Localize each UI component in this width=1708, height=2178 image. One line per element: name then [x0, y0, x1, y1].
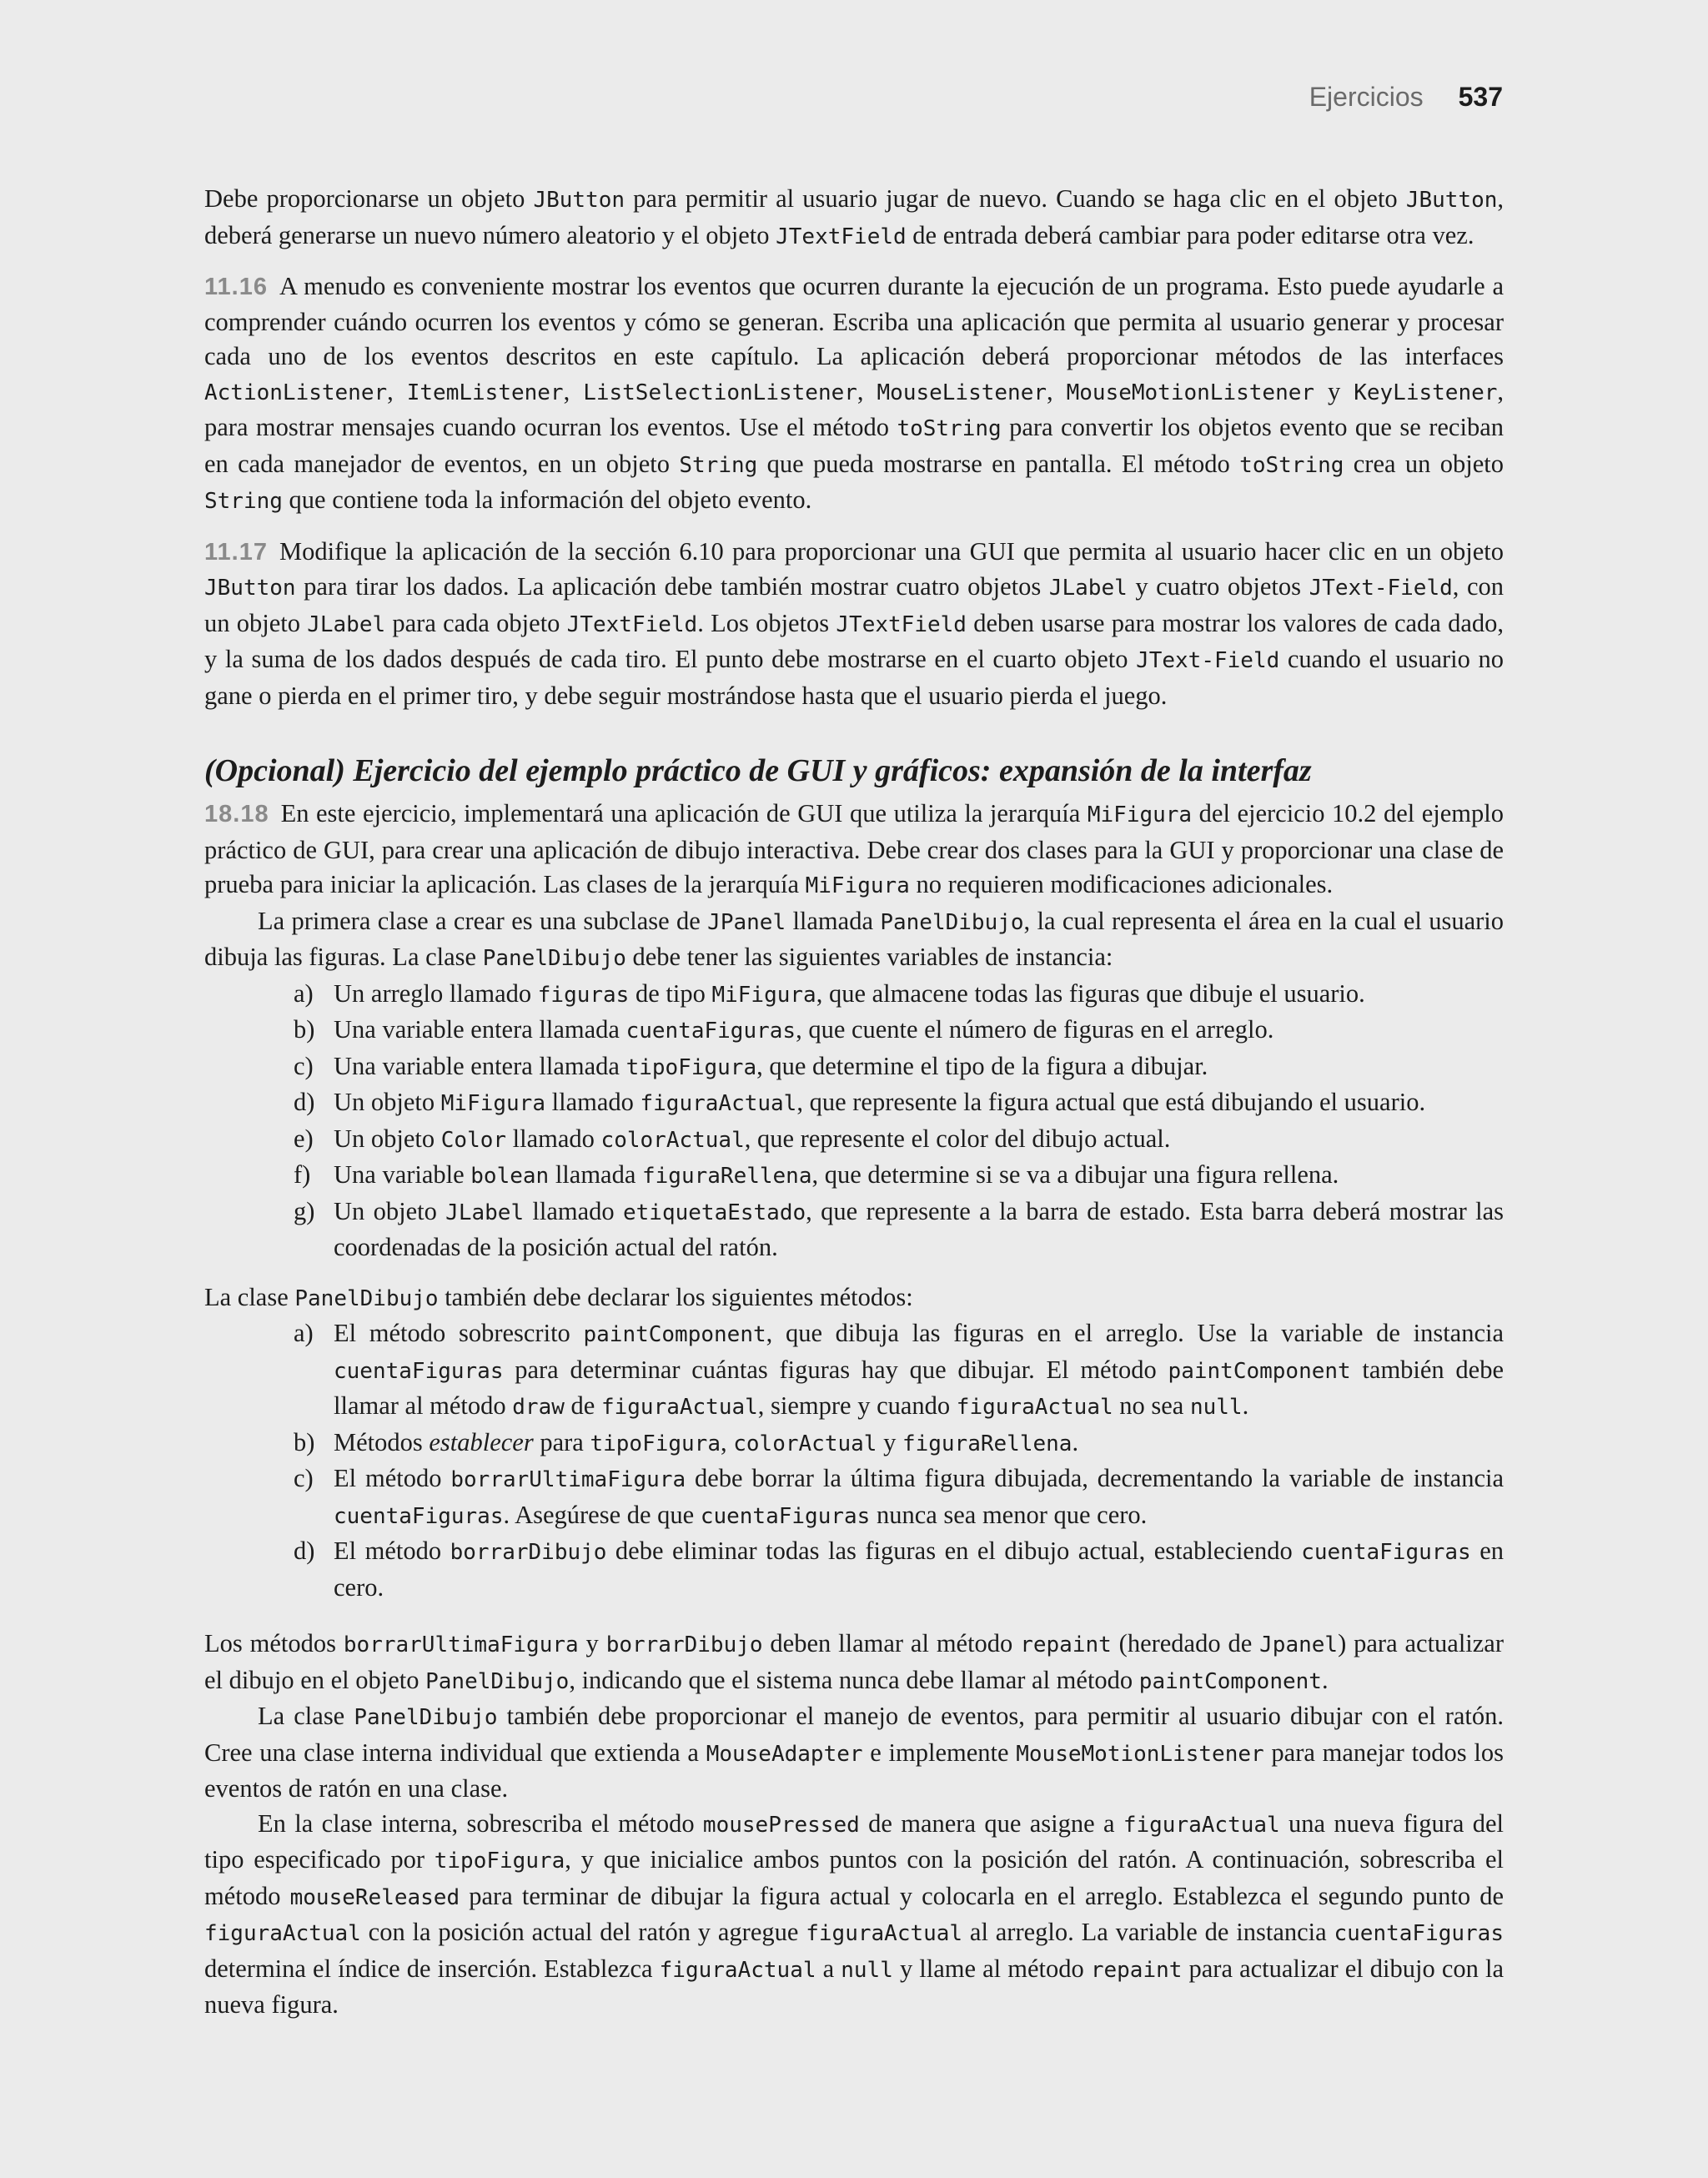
code: JTextField	[776, 224, 907, 249]
text: Un objeto	[334, 1124, 441, 1153]
text: La clase	[258, 1702, 354, 1730]
code: toString	[897, 416, 1002, 441]
emphasis: establecer	[429, 1427, 534, 1456]
section-title: Ejercicios	[1309, 82, 1424, 112]
code: JLabel	[1048, 576, 1128, 601]
text: ,	[721, 1427, 734, 1456]
exercise-11-16	[204, 269, 1504, 520]
text: para terminar de dibujar la figura actual y colocarla en el arreglo. Establezca el segundo punto de	[460, 1881, 1504, 1910]
text: y cuatro objetos	[1127, 572, 1309, 601]
code: colorActual	[600, 1127, 745, 1153]
text: llamada	[786, 906, 881, 935]
text: nunca sea menor que cero.	[870, 1500, 1148, 1529]
code: PanelDibujo	[425, 1668, 570, 1694]
text: para permitir al usuario jugar de nuevo. Cuando se haga clic en el objeto	[625, 184, 1406, 213]
code: JLabel	[307, 611, 386, 637]
first-class-paragraph	[204, 904, 1504, 977]
text: a	[816, 1954, 841, 1983]
text: y	[877, 1427, 902, 1456]
text: deben llamar al método	[762, 1629, 1021, 1657]
code: borrarDibujo	[450, 1540, 607, 1565]
list-item	[204, 1426, 1504, 1462]
text: En este ejercicio, implementará una aplicación de GUI que utiliza la jerarquía	[280, 799, 1088, 827]
text: deben usarse para mostrar los valores de cada dado, y la suma de los dados después de cada tiro. El punto debe mostrarse en el cuarto objeto	[204, 608, 1504, 673]
text: , que determine el tipo de la figura a dibujar.	[756, 1051, 1208, 1080]
code: JTextField	[836, 611, 967, 637]
page-number: 537	[1458, 82, 1503, 112]
code: tipoFigura	[590, 1431, 721, 1456]
code: JButton	[533, 188, 625, 213]
list-item	[204, 1316, 1504, 1426]
text: para convertir los objetos evento que se reciban en cada manejador de eventos, en un objeto	[204, 413, 1504, 478]
code: paintComponent	[583, 1322, 766, 1347]
text: , para mostrar mensajes cuando ocurran los eventos. Use el método	[204, 376, 1505, 441]
text: llamado	[545, 1088, 640, 1116]
code: colorActual	[733, 1431, 877, 1456]
text: debe eliminar todas las figuras en el dibujo actual, estableciendo	[606, 1537, 1302, 1565]
code: null	[1189, 1395, 1243, 1420]
list-marker: e)	[294, 1124, 314, 1153]
code: Color	[440, 1127, 507, 1153]
list-marker: f)	[294, 1160, 311, 1189]
code: ItemListener	[406, 380, 564, 405]
text: ) para actualizar el dibujo en el objeto	[204, 1629, 1505, 1694]
text: , que dibuja las figuras en el arreglo. Use la variable de instancia	[766, 1319, 1504, 1347]
list-item	[204, 1158, 1504, 1195]
list-marker: b)	[294, 1015, 315, 1044]
text: El método	[334, 1464, 451, 1492]
code: borrarUltimaFigura	[450, 1467, 686, 1492]
text: Métodos	[334, 1427, 430, 1456]
code: String	[204, 489, 283, 514]
text: debe tener las siguientes variables de instancia:	[625, 943, 1113, 971]
code: JButton	[1405, 188, 1498, 213]
text: llamado	[506, 1124, 601, 1153]
code: PanelDibujo	[880, 909, 1024, 935]
methods-intro-paragraph	[204, 1280, 1504, 1317]
text: El método sobrescrito	[334, 1319, 584, 1347]
code: cuentaFiguras	[625, 1019, 796, 1044]
code: MiFigura	[711, 982, 816, 1008]
text: no sea	[1113, 1391, 1190, 1420]
text: ,	[563, 376, 584, 405]
section-heading: (Opcional) Ejercicio del ejemplo práctico de GUI y gráficos: expansión de la interfaz	[204, 753, 1312, 788]
text: determina el índice de inserción. Establezca	[204, 1954, 660, 1983]
code: figuraActual	[1123, 1812, 1280, 1838]
code: PanelDibujo	[354, 1705, 498, 1730]
text: llamado	[524, 1196, 623, 1225]
text: Un objeto	[334, 1088, 441, 1116]
code: figuras	[537, 982, 630, 1008]
list-item	[204, 1013, 1504, 1049]
text: , que represente la figura actual que está dibujando el usuario.	[796, 1088, 1426, 1116]
code: JButton	[204, 576, 296, 601]
text: , que determine si se va a dibujar una figura rellena.	[811, 1160, 1339, 1189]
code: bolean	[470, 1164, 550, 1189]
code: ActionListener	[204, 380, 388, 405]
text: para tirar los dados. La aplicación debe también mostrar cuatro objetos	[295, 572, 1049, 601]
intro-paragraph	[204, 182, 1504, 254]
code: PanelDibujo	[482, 946, 626, 971]
text: ,	[387, 376, 407, 405]
code: paintComponent	[1138, 1668, 1322, 1694]
code: cuentaFiguras	[334, 1503, 504, 1529]
text: una nueva figura del tipo especificado por	[204, 1808, 1504, 1874]
text: Una variable entera llamada	[334, 1051, 626, 1080]
code: JPanel	[707, 909, 786, 935]
text: para manejar todos los eventos de ratón en una clase.	[204, 1738, 1504, 1803]
list-item	[204, 977, 1504, 1014]
text: . Asegúrese de que	[503, 1500, 701, 1529]
list-marker: g)	[294, 1196, 315, 1225]
text: crea un objeto	[1344, 449, 1504, 478]
code: figuraActual	[956, 1395, 1113, 1420]
text: y llame al método	[892, 1954, 1091, 1983]
text: para determinar cuántas figuras hay que dibujar. El método	[503, 1355, 1168, 1384]
instance-variables-list	[204, 977, 1504, 1265]
text: llamada	[549, 1160, 642, 1189]
text: (heredado de	[1111, 1629, 1260, 1657]
text: de tipo	[629, 978, 712, 1008]
text: para	[533, 1427, 590, 1456]
exercise-18-18	[204, 797, 1504, 904]
list-item	[204, 1534, 1504, 1605]
code: figuraActual	[659, 1957, 816, 1983]
code: cuentaFiguras	[334, 1358, 504, 1384]
list-item	[204, 1461, 1504, 1534]
text: cuando el usuario no gane o pierda en el primer tiro, y debe seguir mostrándose hasta que el usuario pierda el juego.	[204, 645, 1505, 710]
inner-class-paragraph	[204, 1807, 1504, 2023]
code: borrarDibujo	[605, 1632, 763, 1657]
exercise-11-17	[204, 535, 1504, 714]
list-item	[204, 1195, 1504, 1265]
list-item	[204, 1049, 1504, 1086]
text: de manera que asigne a	[859, 1808, 1123, 1838]
code: figuraActual	[204, 1921, 361, 1946]
text: .	[1242, 1391, 1249, 1420]
text: La clase	[204, 1282, 295, 1311]
text: , y que inicialice ambos puntos con la posición del ratón. A continuación, sobrescriba el método	[204, 1845, 1504, 1910]
code: Jpanel	[1259, 1632, 1339, 1657]
code: toString	[1239, 452, 1344, 478]
code: MouseAdapter	[706, 1741, 863, 1767]
text: Una variable	[334, 1160, 471, 1189]
code: cuentaFiguras	[700, 1503, 871, 1529]
code: draw	[512, 1395, 565, 1420]
text: debe borrar la última figura dibujada, decrementando la variable de instancia	[686, 1464, 1504, 1492]
text: de	[564, 1391, 601, 1420]
text: que pueda mostrarse en pantalla. El método	[757, 449, 1240, 478]
text: , con un objeto	[204, 572, 1504, 637]
text: no requieren modificaciones adicionales.	[909, 870, 1334, 898]
text: , siempre y cuando	[757, 1391, 957, 1420]
text: y	[1314, 376, 1354, 405]
list-marker: d)	[294, 1088, 315, 1116]
text: en cero.	[334, 1537, 1505, 1602]
text: con la posición actual del ratón y agregue	[360, 1918, 806, 1946]
list-marker: d)	[294, 1537, 315, 1565]
code: MiFigura	[440, 1091, 545, 1116]
code: repaint	[1020, 1632, 1112, 1657]
text: El método	[334, 1537, 450, 1565]
list-marker: c)	[294, 1464, 314, 1492]
list-item	[204, 1085, 1504, 1122]
code: figuraActual	[600, 1395, 758, 1420]
code: KeyListener	[1354, 380, 1498, 405]
code: mouseReleased	[289, 1884, 460, 1910]
text: , la cual representa el área en la cual el usuario dibuja las figuras. La clase	[204, 906, 1504, 971]
text: Una variable entera llamada	[334, 1015, 626, 1044]
code: mousePressed	[702, 1812, 860, 1838]
text: también debe proporcionar el manejo de eventos, para permitir al usuario dibujar con el ratón. Cree una clase interna individual que extienda a	[204, 1702, 1504, 1767]
list-marker: b)	[294, 1427, 315, 1456]
text: al arreglo. La variable de instancia	[962, 1918, 1334, 1946]
text: del ejercicio 10.2 del ejemplo práctico de GUI, para crear una aplicación de dibujo interactiva. Debe crear dos clases para la GUI y proporcionar una clase de prueba para iniciar la aplicación. Las clases de la jerarquía	[204, 799, 1505, 898]
text: .	[1072, 1427, 1079, 1456]
text: y	[578, 1629, 606, 1657]
exercise-number: 11.17	[204, 538, 268, 566]
repaint-paragraph	[204, 1627, 1504, 1699]
text: para cada objeto	[385, 608, 567, 637]
text: también debe declarar los siguientes métodos:	[438, 1282, 913, 1311]
code: MouseMotionListener	[1016, 1741, 1264, 1767]
text: Un objeto	[334, 1196, 446, 1225]
code: MouseListener	[877, 380, 1047, 405]
code: ListSelectionListener	[583, 380, 857, 405]
code: PanelDibujo	[294, 1285, 439, 1311]
events-paragraph	[204, 1699, 1504, 1807]
page-body	[204, 182, 1504, 2023]
text: Debe proporcionarse un objeto	[204, 184, 534, 213]
text: , que cuente el número de figuras en el arreglo.	[796, 1015, 1274, 1044]
code: String	[679, 452, 758, 478]
text: , que represente el color del dibujo actual.	[744, 1124, 1171, 1153]
text: , que almacene todas las figuras que dibuje el usuario.	[816, 978, 1365, 1008]
code: JTextField	[566, 611, 698, 637]
text: para actualizar el dibujo con la nueva figura.	[204, 1954, 1504, 2019]
list-marker: a)	[294, 978, 314, 1008]
text: que contiene toda la información del objeto evento.	[282, 485, 812, 514]
code: null	[841, 1957, 893, 1983]
code: MiFigura	[1087, 802, 1193, 827]
text: En la clase interna, sobrescriba el método	[258, 1808, 703, 1838]
text: A menudo es conveniente mostrar los eventos que ocurren durante la ejecución de un programa. Esto puede ayudarle a comprender cuándo ocurren los eventos y cómo se generan. Escriba una aplicación que permita al usuario generar y procesar cada uno de los eventos descritos en este capítulo. La aplicación deberá proporcionar métodos de las interfaces	[204, 272, 1504, 370]
code: JLabel	[445, 1200, 525, 1225]
text: , indicando que el sistema nunca debe llamar al método	[569, 1665, 1139, 1694]
code: cuentaFiguras	[1301, 1540, 1471, 1565]
text: , deberá generarse un nuevo número aleatorio y el objeto	[204, 184, 1505, 249]
code: MouseMotionListener	[1066, 380, 1315, 405]
code: repaint	[1090, 1957, 1183, 1983]
code: figuraActual	[640, 1091, 797, 1116]
running-head	[1309, 82, 1503, 113]
code: figuraRellena	[902, 1431, 1073, 1456]
list-item	[204, 1122, 1504, 1159]
code: figuraRellena	[642, 1164, 812, 1189]
text: e implemente	[862, 1738, 1017, 1767]
code: JText-Field	[1309, 576, 1453, 601]
code: tipoFigura	[434, 1849, 565, 1874]
exercise-number: 18.18	[204, 801, 269, 827]
text: , que represente a la barra de estado. Esta barra deberá mostrar las coordenadas de la posición actual del ratón.	[334, 1196, 1505, 1261]
list-marker: a)	[294, 1319, 314, 1347]
code: figuraActual	[806, 1921, 963, 1946]
text: Un arreglo llamado	[334, 978, 538, 1008]
exercise-number: 11.16	[204, 274, 268, 300]
text: Los métodos	[204, 1629, 344, 1657]
code: etiquetaEstado	[623, 1200, 806, 1225]
code: tipoFigura	[625, 1054, 757, 1080]
text: .	[1321, 1665, 1329, 1694]
text: . Los objetos	[697, 608, 836, 637]
text: ,	[857, 376, 877, 405]
text: Modifique la aplicación de la sección 6.10 para proporcionar una GUI que permita al usuario hacer clic en un objeto	[279, 536, 1504, 566]
code: JText-Field	[1136, 648, 1280, 673]
text: de entrada deberá cambiar para poder editarse otra vez.	[906, 220, 1474, 249]
code: cuentaFiguras	[1334, 1921, 1504, 1946]
code: paintComponent	[1168, 1358, 1351, 1384]
text: ,	[1047, 376, 1067, 405]
methods-list	[204, 1316, 1504, 1605]
list-marker: c)	[294, 1051, 314, 1080]
text: también debe llamar al método	[334, 1355, 1504, 1420]
code: borrarUltimaFigura	[343, 1632, 579, 1657]
text: La primera clase a crear es una subclase de	[258, 906, 708, 935]
code: MiFigura	[805, 873, 910, 898]
